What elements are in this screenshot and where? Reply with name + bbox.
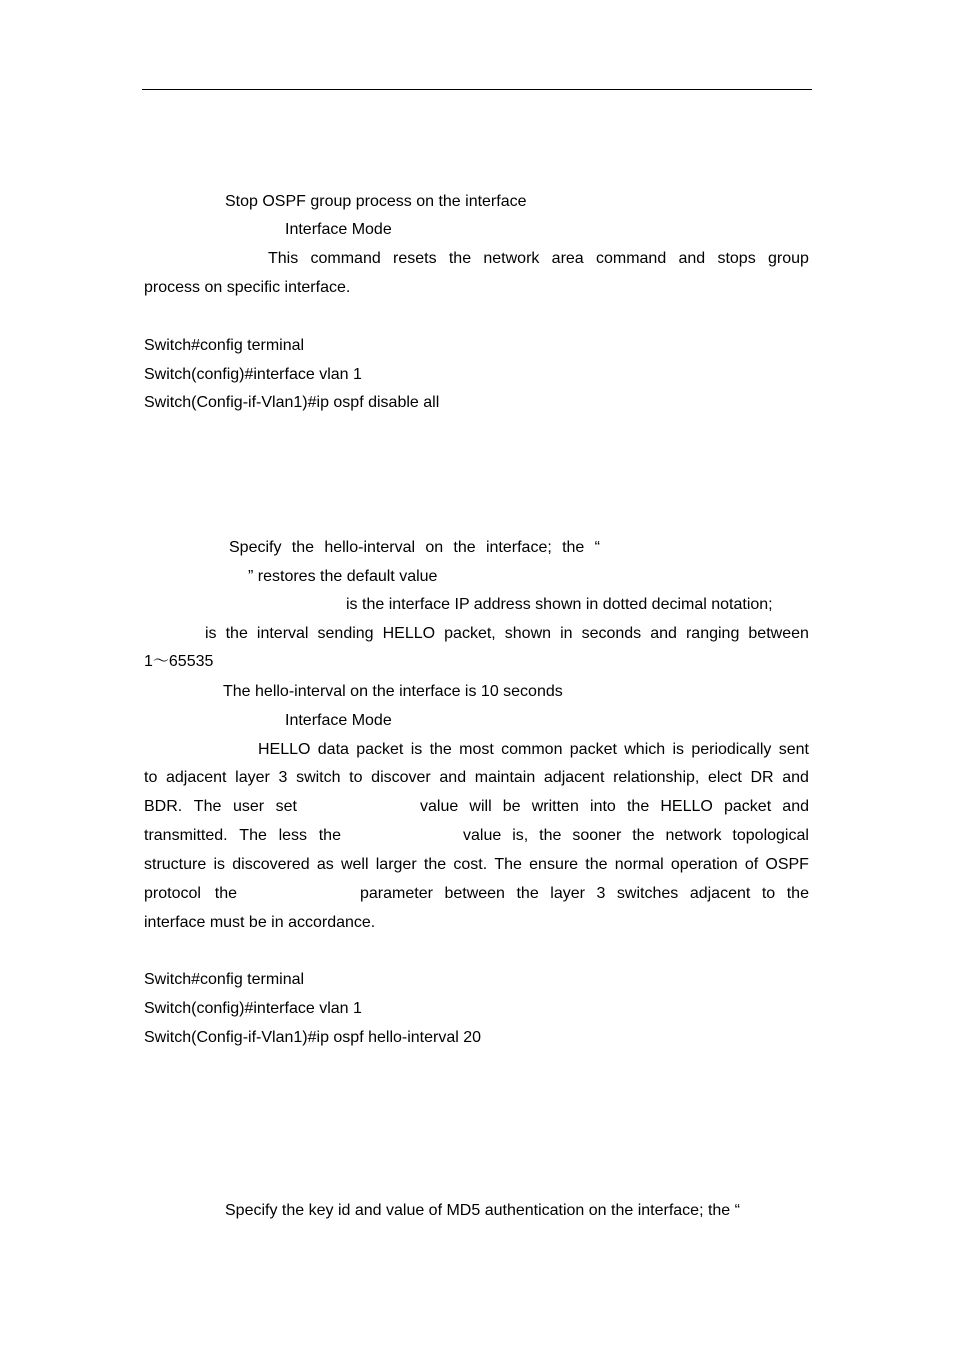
s2-example-line-1: Switch#config terminal xyxy=(144,971,305,988)
word: user xyxy=(232,798,265,815)
word: into xyxy=(590,798,616,815)
word: operation xyxy=(670,856,738,873)
word: the xyxy=(423,856,447,873)
word: command xyxy=(310,250,381,267)
word: resets xyxy=(393,250,437,267)
word: is, xyxy=(512,827,529,844)
word: between xyxy=(748,625,809,642)
word: and xyxy=(782,769,809,786)
word: normal xyxy=(614,856,664,873)
word: area xyxy=(551,250,584,267)
word: between xyxy=(444,885,505,902)
word: value xyxy=(463,827,502,844)
word: topological xyxy=(732,827,809,844)
word: well xyxy=(340,856,369,873)
word: larger xyxy=(375,856,417,873)
word: set xyxy=(275,798,297,815)
word: ranging xyxy=(685,625,740,642)
word: elect xyxy=(708,769,742,786)
word: the xyxy=(453,539,476,556)
s1-usage-line-2: process on specific interface. xyxy=(144,279,351,296)
word: common xyxy=(501,741,563,758)
word: which xyxy=(624,741,666,758)
word: the xyxy=(632,827,655,844)
s2-usage-line-5 xyxy=(144,855,809,875)
s1-function: Stop OSPF group process on the interface xyxy=(225,193,527,210)
word: packet xyxy=(356,741,404,758)
word: structure xyxy=(144,856,207,873)
s2-usage-line-7: interface must be in accordance. xyxy=(144,914,376,931)
word: The xyxy=(239,827,267,844)
s1-usage-line-1 xyxy=(268,249,809,269)
word: is xyxy=(410,741,423,758)
s2-usage-line-4b xyxy=(463,826,809,846)
word: packet, xyxy=(444,625,496,642)
word: the xyxy=(318,827,341,844)
word: data xyxy=(317,741,349,758)
word: the xyxy=(214,885,237,902)
word: the xyxy=(516,885,539,902)
word: This xyxy=(268,250,299,267)
s2-command-mode: Interface Mode xyxy=(285,712,392,729)
s2-usage-line-1 xyxy=(258,740,809,760)
word: cost. xyxy=(453,856,488,873)
word: discover xyxy=(371,769,431,786)
word: layer xyxy=(550,885,585,902)
word: in xyxy=(560,625,573,642)
word: BDR. xyxy=(144,798,183,815)
word: the xyxy=(585,856,608,873)
word: and xyxy=(650,625,677,642)
word: the xyxy=(626,798,650,815)
word: command xyxy=(595,250,667,267)
s2-function-line-1 xyxy=(229,538,600,558)
s2-default: The hello-interval on the interface is 10 seconds xyxy=(223,683,563,700)
word: interface; xyxy=(485,539,552,556)
word: be xyxy=(502,798,521,815)
word: seconds xyxy=(581,625,642,642)
word: ensure xyxy=(529,856,579,873)
header-rule xyxy=(142,89,812,90)
word: the xyxy=(429,741,452,758)
word: is xyxy=(205,625,217,642)
word: adjacent xyxy=(166,769,227,786)
s2-usage-line-3b xyxy=(420,797,809,817)
s1-command-mode: Interface Mode xyxy=(285,221,392,238)
word: the xyxy=(562,539,585,556)
s1-example-line-3: Switch(Config-if-Vlan1)#ip ospf disable all xyxy=(144,394,440,411)
word: HELLO xyxy=(660,798,713,815)
s1-example-line-1: Switch#config terminal xyxy=(144,337,305,354)
word: packet xyxy=(569,741,617,758)
word: most xyxy=(459,741,494,758)
s1-example-line-2: Switch(config)#interface vlan 1 xyxy=(144,366,362,383)
word: network xyxy=(665,827,722,844)
s2-usage-line-6b xyxy=(360,884,809,904)
word: discovered xyxy=(232,856,310,873)
s2-usage-line-4a xyxy=(144,826,341,846)
word: the xyxy=(291,539,315,556)
word: as xyxy=(316,856,334,873)
word: sending xyxy=(317,625,374,642)
word: switches xyxy=(616,885,679,902)
word: less xyxy=(278,827,308,844)
word: adjacent xyxy=(543,769,605,786)
word: relationship, xyxy=(613,769,700,786)
word: packet xyxy=(724,798,772,815)
word: stops xyxy=(717,250,756,267)
s2-usage-line-3a xyxy=(144,797,297,817)
s2-parameter-ip: is the interface IP address shown in dotted decimal notation; xyxy=(346,596,773,613)
word: layer xyxy=(235,769,270,786)
word: the xyxy=(448,250,472,267)
word: shown xyxy=(504,625,552,642)
s2-usage-line-2 xyxy=(144,768,809,788)
word: value xyxy=(420,798,459,815)
word: is xyxy=(213,856,226,873)
word: transmitted. xyxy=(144,827,228,844)
word: HELLO xyxy=(382,625,436,642)
word: to xyxy=(761,885,776,902)
word: group xyxy=(767,250,809,267)
word: switch xyxy=(296,769,341,786)
word: maintain xyxy=(474,769,536,786)
word: and xyxy=(782,798,809,815)
word: and xyxy=(678,250,706,267)
s2-example-line-2: Switch(config)#interface vlan 1 xyxy=(144,1000,362,1017)
word: the xyxy=(539,827,562,844)
s2-parameter-interval-line-2: 1～65535 xyxy=(144,653,214,670)
word: Specify xyxy=(229,539,282,556)
word: The xyxy=(494,856,522,873)
word: The xyxy=(193,798,222,815)
word: the xyxy=(786,885,809,902)
word: 3 xyxy=(596,885,606,902)
word: OSPF xyxy=(765,856,809,873)
word: periodically xyxy=(691,741,772,758)
word: protocol xyxy=(144,885,201,902)
s2-usage-line-6a xyxy=(144,884,237,904)
word: of xyxy=(744,856,759,873)
word: adjacent xyxy=(689,885,751,902)
word: sooner xyxy=(572,827,622,844)
word: “ xyxy=(594,539,600,556)
word: parameter xyxy=(360,885,433,902)
word: written xyxy=(531,798,579,815)
word: sent xyxy=(778,741,809,758)
word: hello-interval xyxy=(324,539,416,556)
s3-function: Specify the key id and value of MD5 authentication on the interface; the “ xyxy=(225,1202,740,1219)
word: on xyxy=(425,539,444,556)
word: to xyxy=(144,769,158,786)
word: 3 xyxy=(278,769,288,786)
s2-parameter-interval-line-1 xyxy=(205,624,809,644)
word: HELLO xyxy=(258,741,311,758)
word: the xyxy=(225,625,248,642)
word: will xyxy=(469,798,492,815)
word: is xyxy=(672,741,685,758)
word: DR xyxy=(750,769,774,786)
word: to xyxy=(349,769,363,786)
s2-function-line-2: ” restores the default value xyxy=(248,568,438,585)
word: network xyxy=(483,250,540,267)
word: and xyxy=(439,769,467,786)
s2-example-line-3: Switch(Config-if-Vlan1)#ip ospf hello-interval 20 xyxy=(144,1029,482,1046)
word: interval xyxy=(256,625,309,642)
